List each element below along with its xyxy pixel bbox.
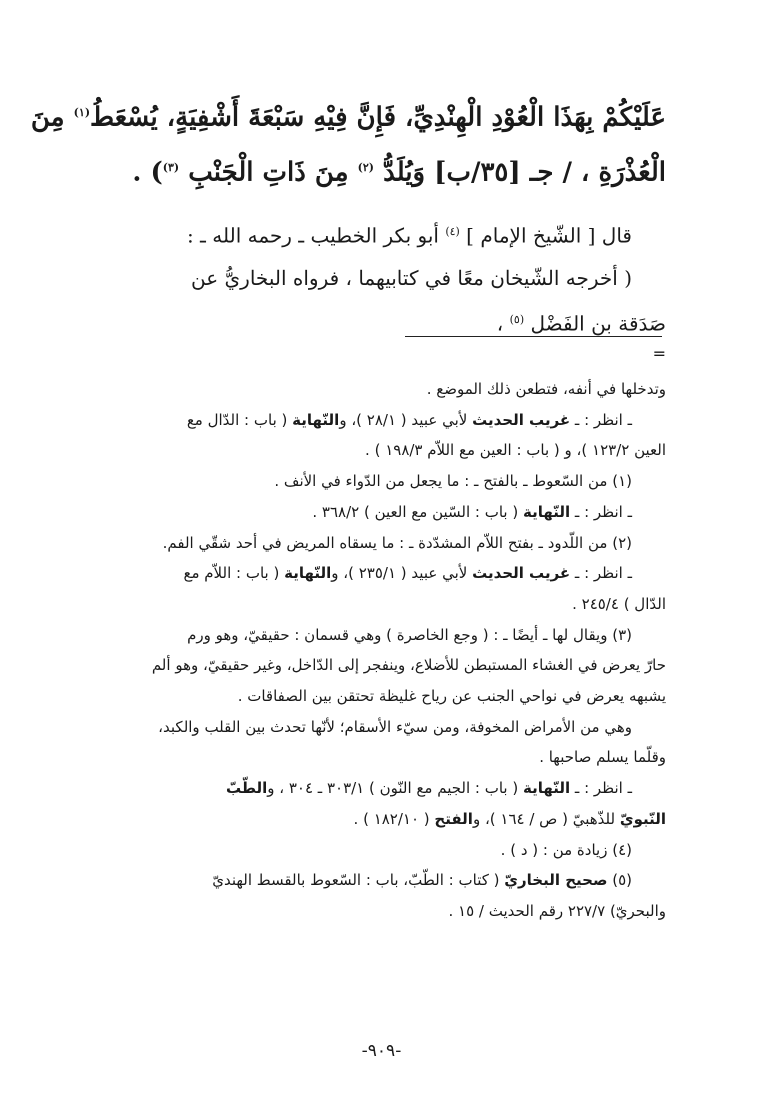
footnote-line: ـ انظر : ـ النّهاية ( باب : السّين مع العين ) ٣٦٨/٢ .: [312, 502, 632, 521]
footnote-line: حارّ يعرض في الغشاء المستبطن للأضلاع، وينفجر إلى الدّاخل، وغير حقيقيّ، وهو ألم: [151, 656, 666, 675]
footnote-3: (٣) ويقال لها ـ أيضًا ـ : ( وجع الخاصرة ) وهي قسمان : حقيقيّ، وهو ورم: [187, 625, 632, 644]
footnote-divider: [405, 336, 662, 337]
hadith-line-1: عَلَيْكُمْ بِهَذَا الْعُوْدِ الْهِنْدِيِّ، فَإِنَّ فِيْهِ سَبْعَةَ أَشْفِيَةٍ، يُسْعَطُ$^{(١)}$ مِنَ: [30, 102, 666, 133]
body-line-2: ( أخرجه الشّيخان معًا في كتابيهما ، فرواه البخاريُّ عن: [191, 265, 632, 290]
footnote-line: ـ انظر : ـ غريب الحديث لأبي عبيد ( ٢٨/١ )، والنّهاية ( باب : الدّال مع: [186, 410, 632, 429]
footnote-line: ـ انظر : ـ النّهاية ( باب : الجيم مع النّون ) ٣٠٣/١ ـ ٣٠٤ ، والطّبّ: [225, 779, 632, 798]
page-number: -٩٠٩-: [361, 1041, 402, 1061]
footnote-line: يشبهه يعرض في نواحي الجنب عن رياح غليظة تحتقن بين الصفاقات .: [237, 687, 666, 706]
footnote-5: (٥) صحيح البخاريّ ( كتاب : الطّبّ، باب : السّعوط بالقسط الهنديّ: [212, 871, 632, 890]
footnote-line: ـ انظر : ـ غريب الحديث لأبي عبيد ( ٢٣٥/١ )، والنّهاية ( باب : اللاّم مع: [183, 564, 632, 583]
footnote-line: الدّال ) ٢٤٥/٤ .: [572, 594, 666, 613]
hadith-text: [30, 88, 666, 197]
main-text: [30, 88, 666, 345]
continuation-mark: =: [652, 344, 666, 363]
footnote-1: (١) من السّعوط ـ بالفتح ـ : ما يجعل من الدّواء في الأنف .: [274, 472, 632, 491]
footnote-line: والبحريّ) ٢٢٧/٧ رقم الحديث / ١٥ .: [448, 901, 666, 920]
footnotes: [100, 374, 666, 927]
body-line-3: صَدَقة بن الفَضْل $^{(٥)}$ ،: [496, 311, 666, 336]
body-line-1: قال [ الشّيخ الإمام ] $^{(٤)}$ أبو بكر الخطيب ـ رحمه الله ـ :: [186, 223, 632, 248]
footnote-ref-5: (٥): [509, 312, 525, 326]
commentary-text: [100, 211, 666, 344]
footnote-line: وتدخلها في أنفه، فتطعن ذلك الموضع .: [426, 380, 666, 398]
footnote-line: العين ١٢٣/٢ )، و ( باب : العين مع اللاّم ١٩٨/٣ ) .: [365, 441, 666, 460]
footnote-ref-1: (١): [73, 106, 91, 119]
footnote-line: وقلّما يسلم صاحبها .: [539, 748, 666, 767]
footnote-line: وهي من الأمراض المخوفة، ومن سيّء الأسقام؛ لأنّها تحدث بين القلب والكبد،: [158, 717, 632, 736]
footnote-4: (٤) زيادة من : ( د ) .: [500, 840, 632, 859]
footnote-line: النّبويّ للذّهبيّ ( ص / ١٦٤ )، والفتح ( ١٨٢/١٠ ) .: [353, 809, 666, 828]
footnote-ref-2: (٢): [357, 160, 375, 174]
footnote-ref-3: (٣): [162, 160, 180, 174]
hadith-line-2: الْعُذْرَةِ ، / جـ [٣٥/ب] وَيُلَدُّ $^{(٢)}$ مِنَ ذَاتِ الْجَنْبِ $^{(٣)}$) .: [132, 157, 666, 188]
footnote-ref-4: (٤): [445, 225, 460, 239]
footnote-2: (٢) من اللّدود ـ بفتح اللاّم المشدّدة ـ : ما يسقاه المريض في أحد شقّي الفم.: [162, 533, 632, 552]
